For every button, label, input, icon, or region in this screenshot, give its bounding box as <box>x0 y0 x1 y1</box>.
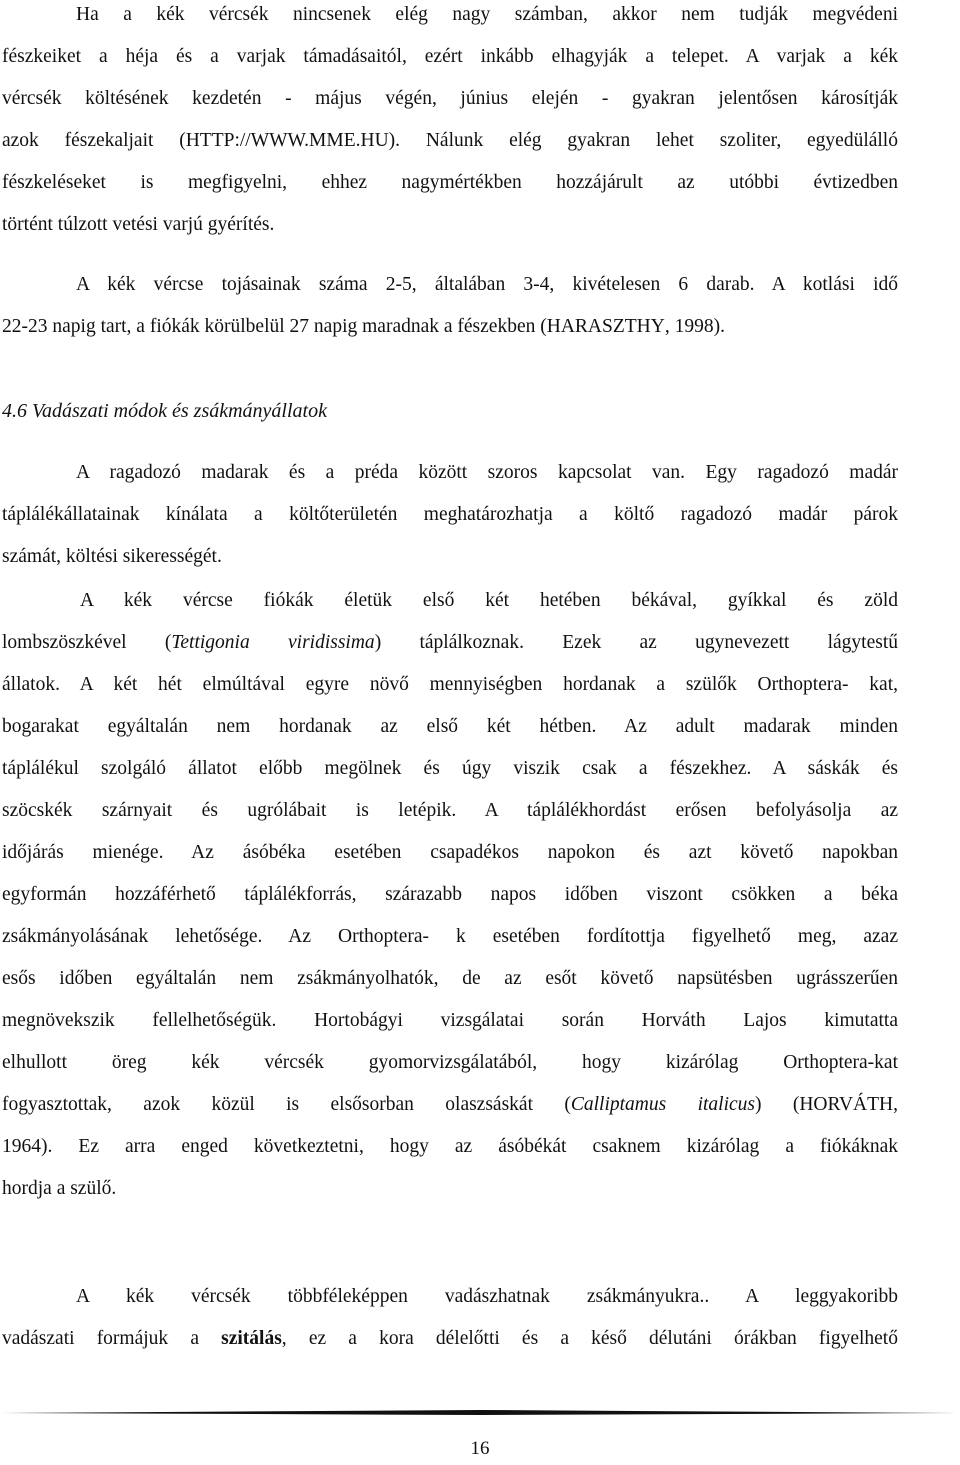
text-line: hordja a szülő. <box>2 1178 117 1199</box>
paragraph-4 <box>2 580 898 1210</box>
species-name: Tettigonia viridissima <box>171 632 375 653</box>
text-line: Ha a kék vércsék nincsenek elég nagy számban, akkor nem tudják megvédeni <box>76 4 898 25</box>
text-line: A ragadozó madarak és a préda között szoros kapcsolat van. Egy ragadozó madár <box>76 462 898 483</box>
url-link[interactable]: HTTP://WWW.MME.HU <box>185 130 389 151</box>
text-line: lombszöszkével (Tettigonia viridissima) táplálkoznak. Ezek az ugynevezett lágytestű <box>2 632 898 653</box>
paragraph-3 <box>2 452 898 578</box>
text-line: fogyasztottak, azok közül is elsősorban olaszsáskát (Calliptamus italicus) (HORVÁTH, <box>2 1094 898 1115</box>
author-citation: HORVÁTH <box>799 1094 894 1115</box>
emphasized-term: szitálás <box>221 1328 282 1349</box>
species-name: Calliptamus italicus <box>570 1094 755 1115</box>
section-heading: 4.6 Vadászati módok és zsákmányállatok <box>2 400 327 422</box>
text-line: történt túlzott vetési varjú gyérítés. <box>2 214 275 235</box>
text-line: A kék vércse fiókák életük első két hetében békával, gyíkkal és zöld <box>80 590 898 611</box>
paragraph-5 <box>2 1276 898 1360</box>
text-line: 22-23 napig tart, a fiókák körülbelül 27 napig maradnak a fészekben (HARASZTHY, 1998). <box>2 316 725 337</box>
text-line: 1964). Ez arra enged következtetni, hogy az ásóbékát csaknem kizárólag a fiókáknak <box>2 1136 898 1157</box>
text-line: fészkeléseket is megfigyelni, ehhez nagymértékben hozzájárult az utóbbi évtizedben <box>2 172 898 193</box>
footer-divider <box>2 1410 958 1415</box>
page-number: 16 <box>470 1438 490 1459</box>
text-line: elhullott öreg kék vércsék gyomorvizsgálatából, hogy kizárólag Orthoptera-kat <box>2 1052 898 1073</box>
text-line: táplálékállatainak kínálata a költőterületén meghatározhatja a költő ragadozó madár párok <box>2 504 898 525</box>
text-line: fészkeiket a héja és a varjak támadásaitól, ezért inkább elhagyják a telepet. A varjak a kék <box>2 46 898 67</box>
text-line: A kék vércse tojásainak száma 2-5, általában 3-4, kivételesen 6 darab. A kotlási idő <box>76 274 898 295</box>
text-line: zsákmányolásának lehetősége. Az Orthoptera- k esetében fordítottja figyelhető meg, azaz <box>2 926 898 947</box>
text-line: állatok. A két hét elmúltával egyre növő mennyiségben hordanak a szülők Orthoptera- kat, <box>2 674 898 695</box>
text-line: szöcskék szárnyait és ugrólábait is letépik. A táplálékhordást erősen befolyásolja az <box>2 800 898 821</box>
text-line: megnövekszik fellelhetőségük. Hortobágyi vizsgálatai során Horváth Lajos kimutatta <box>2 1010 898 1031</box>
text-line: vércsék költésének kezdetén - május végén, június elején - gyakran jelentősen károsítják <box>2 88 898 109</box>
text-line: számát, költési sikerességét. <box>2 546 222 567</box>
author-citation: HARASZTHY <box>546 316 665 337</box>
text-line: bogarakat egyáltalán nem hordanak az első két hétben. Az adult madarak minden <box>2 716 898 737</box>
text-line: A kék vércsék többféleképpen vadászhatnak zsákmányukra.. A leggyakoribb <box>76 1286 898 1307</box>
paragraph-2 <box>2 264 898 348</box>
text-line: azok fészekaljait (HTTP://WWW.MME.HU). Nálunk elég gyakran lehet szoliter, egyedülálló <box>2 130 898 151</box>
text-line: egyformán hozzáférhető táplálékforrás, szárazabb napos időben viszont csökken a béka <box>2 884 898 905</box>
text-line: táplálékul szolgáló állatot előbb megölnek és úgy viszik csak a fészekhez. A sáskák és <box>2 758 898 779</box>
text-line: esős időben egyáltalán nem zsákmányolhatók, de az esőt követő napsütésben ugrásszerűen <box>2 968 898 989</box>
text-line: időjárás mienége. Az ásóbéka esetében csapadékos napokon és azt követő napokban <box>2 842 898 863</box>
text-line: vadászati formájuk a szitálás, ez a kora délelőtti és a késő délutáni órákban figyelhető <box>2 1328 898 1349</box>
paragraph-1 <box>2 0 898 246</box>
